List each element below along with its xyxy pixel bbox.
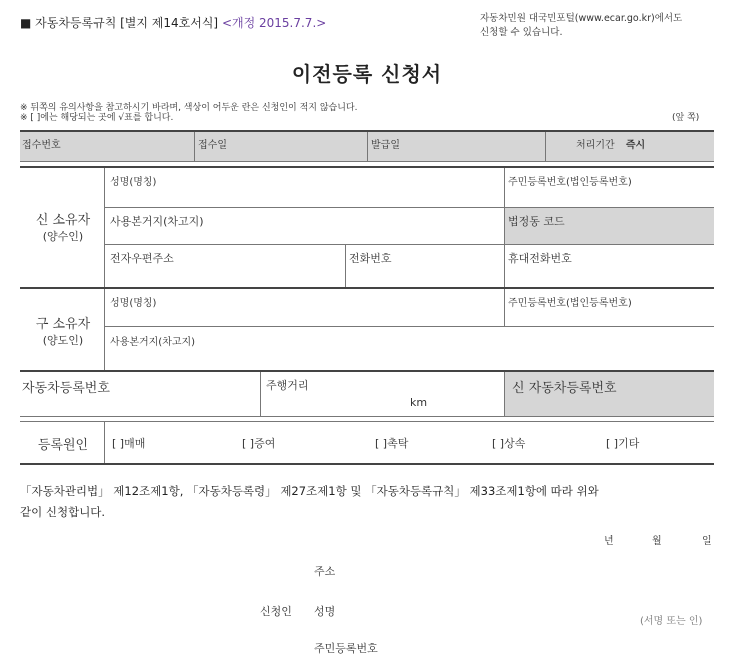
reason-checkbox-other[interactable]: [ ]기타	[606, 437, 640, 450]
new-vehicle-reg-no-field: 신 자동차등록번호	[512, 381, 617, 396]
reason-checkbox-gift[interactable]: [ ]증여	[242, 437, 276, 450]
new-owner-subtitle: (양수인)	[42, 230, 84, 243]
processing-period	[576, 136, 645, 151]
form-name: ■ 자동차등록규칙 [별지 제14호서식]	[20, 16, 219, 30]
mileage-field[interactable]: 주행거리	[266, 379, 309, 392]
vehicle-reg-no-field[interactable]: 자동차등록번호	[22, 381, 110, 396]
legal-dong-code-field: 법정동 코드	[508, 215, 565, 228]
mileage-unit: km	[410, 396, 428, 409]
instruction-line2: ※ [ ]에는 해당되는 곳에 √표를 합니다.	[20, 113, 174, 123]
applicant-address-field[interactable]: 주소	[314, 565, 336, 578]
page-title: 이전등록 신청서	[291, 62, 443, 86]
statement-line2: 같이 신청합니다.	[20, 505, 106, 519]
date-year[interactable]: 년	[604, 536, 614, 547]
applicant-label: 신청인	[260, 605, 292, 618]
new-owner-address-field[interactable]: 사용본거지(차고지)	[110, 215, 204, 228]
reason-checkbox-commission[interactable]: [ ]촉탁	[375, 437, 409, 450]
new-owner-name-field[interactable]: 성명(명칭)	[110, 177, 157, 188]
receipt-date: 접수일	[198, 140, 227, 151]
registration-reason-label: 등록원인	[37, 438, 89, 453]
online-notice-line1: 자동차민원 대국민포털(www.ecar.go.kr)에서도	[480, 13, 683, 24]
online-notice-line2: 신청할 수 있습니다.	[480, 27, 563, 38]
processing-period-label: 처리기간	[576, 140, 615, 151]
applicant-name-field[interactable]: 성명	[314, 605, 336, 618]
old-owner-title: 구 소유자	[35, 317, 91, 332]
application-statement	[20, 481, 714, 523]
online-notice	[480, 12, 682, 40]
old-owner-name-field[interactable]: 성명(명칭)	[110, 298, 157, 309]
statement-line1: 「자동차관리법」 제12조제1항, 「자동차등록령」 제27조제1항 및 「자동차등록규칙」 제33조제1항에 따라 위와	[20, 484, 599, 498]
new-owner-title: 신 소유자	[35, 213, 91, 228]
instructions	[20, 103, 357, 123]
issue-date: 발급일	[371, 140, 400, 151]
old-owner-address-field[interactable]: 사용본거지(차고지)	[110, 337, 196, 348]
date-month[interactable]: 월	[652, 536, 662, 547]
receipt-number: 접수번호	[22, 140, 61, 151]
signature-note: (서명 또는 인)	[640, 616, 703, 627]
new-owner-email-field[interactable]: 전자우편주소	[110, 252, 174, 265]
instruction-line1: ※ 뒤쪽의 유의사항을 참고하시기 바라며, 색상이 어두운 란은 신청인이 적지 않습니다.	[20, 103, 358, 113]
reason-checkbox-inheritance[interactable]: [ ]상속	[492, 437, 526, 450]
old-owner-subtitle: (양도인)	[42, 334, 84, 347]
new-owner-resident-no-field[interactable]: 주민등록번호(법인등록번호)	[508, 177, 632, 188]
date-day[interactable]: 일	[702, 536, 712, 547]
revision-date: <개정 2015.7.7.>	[221, 16, 327, 30]
page-side-label: (앞 쪽)	[672, 113, 700, 123]
applicant-resident-no-field[interactable]: 주민등록번호	[314, 642, 378, 655]
old-owner-resident-no-field[interactable]: 주민등록번호(법인등록번호)	[508, 298, 632, 309]
new-owner-mobile-field[interactable]: 휴대전화번호	[508, 252, 572, 265]
processing-period-value: 즉시	[625, 140, 646, 151]
new-owner-phone-field[interactable]: 전화번호	[349, 252, 392, 265]
form-reference	[20, 14, 326, 31]
reason-checkbox-sale[interactable]: [ ]매매	[112, 437, 146, 450]
